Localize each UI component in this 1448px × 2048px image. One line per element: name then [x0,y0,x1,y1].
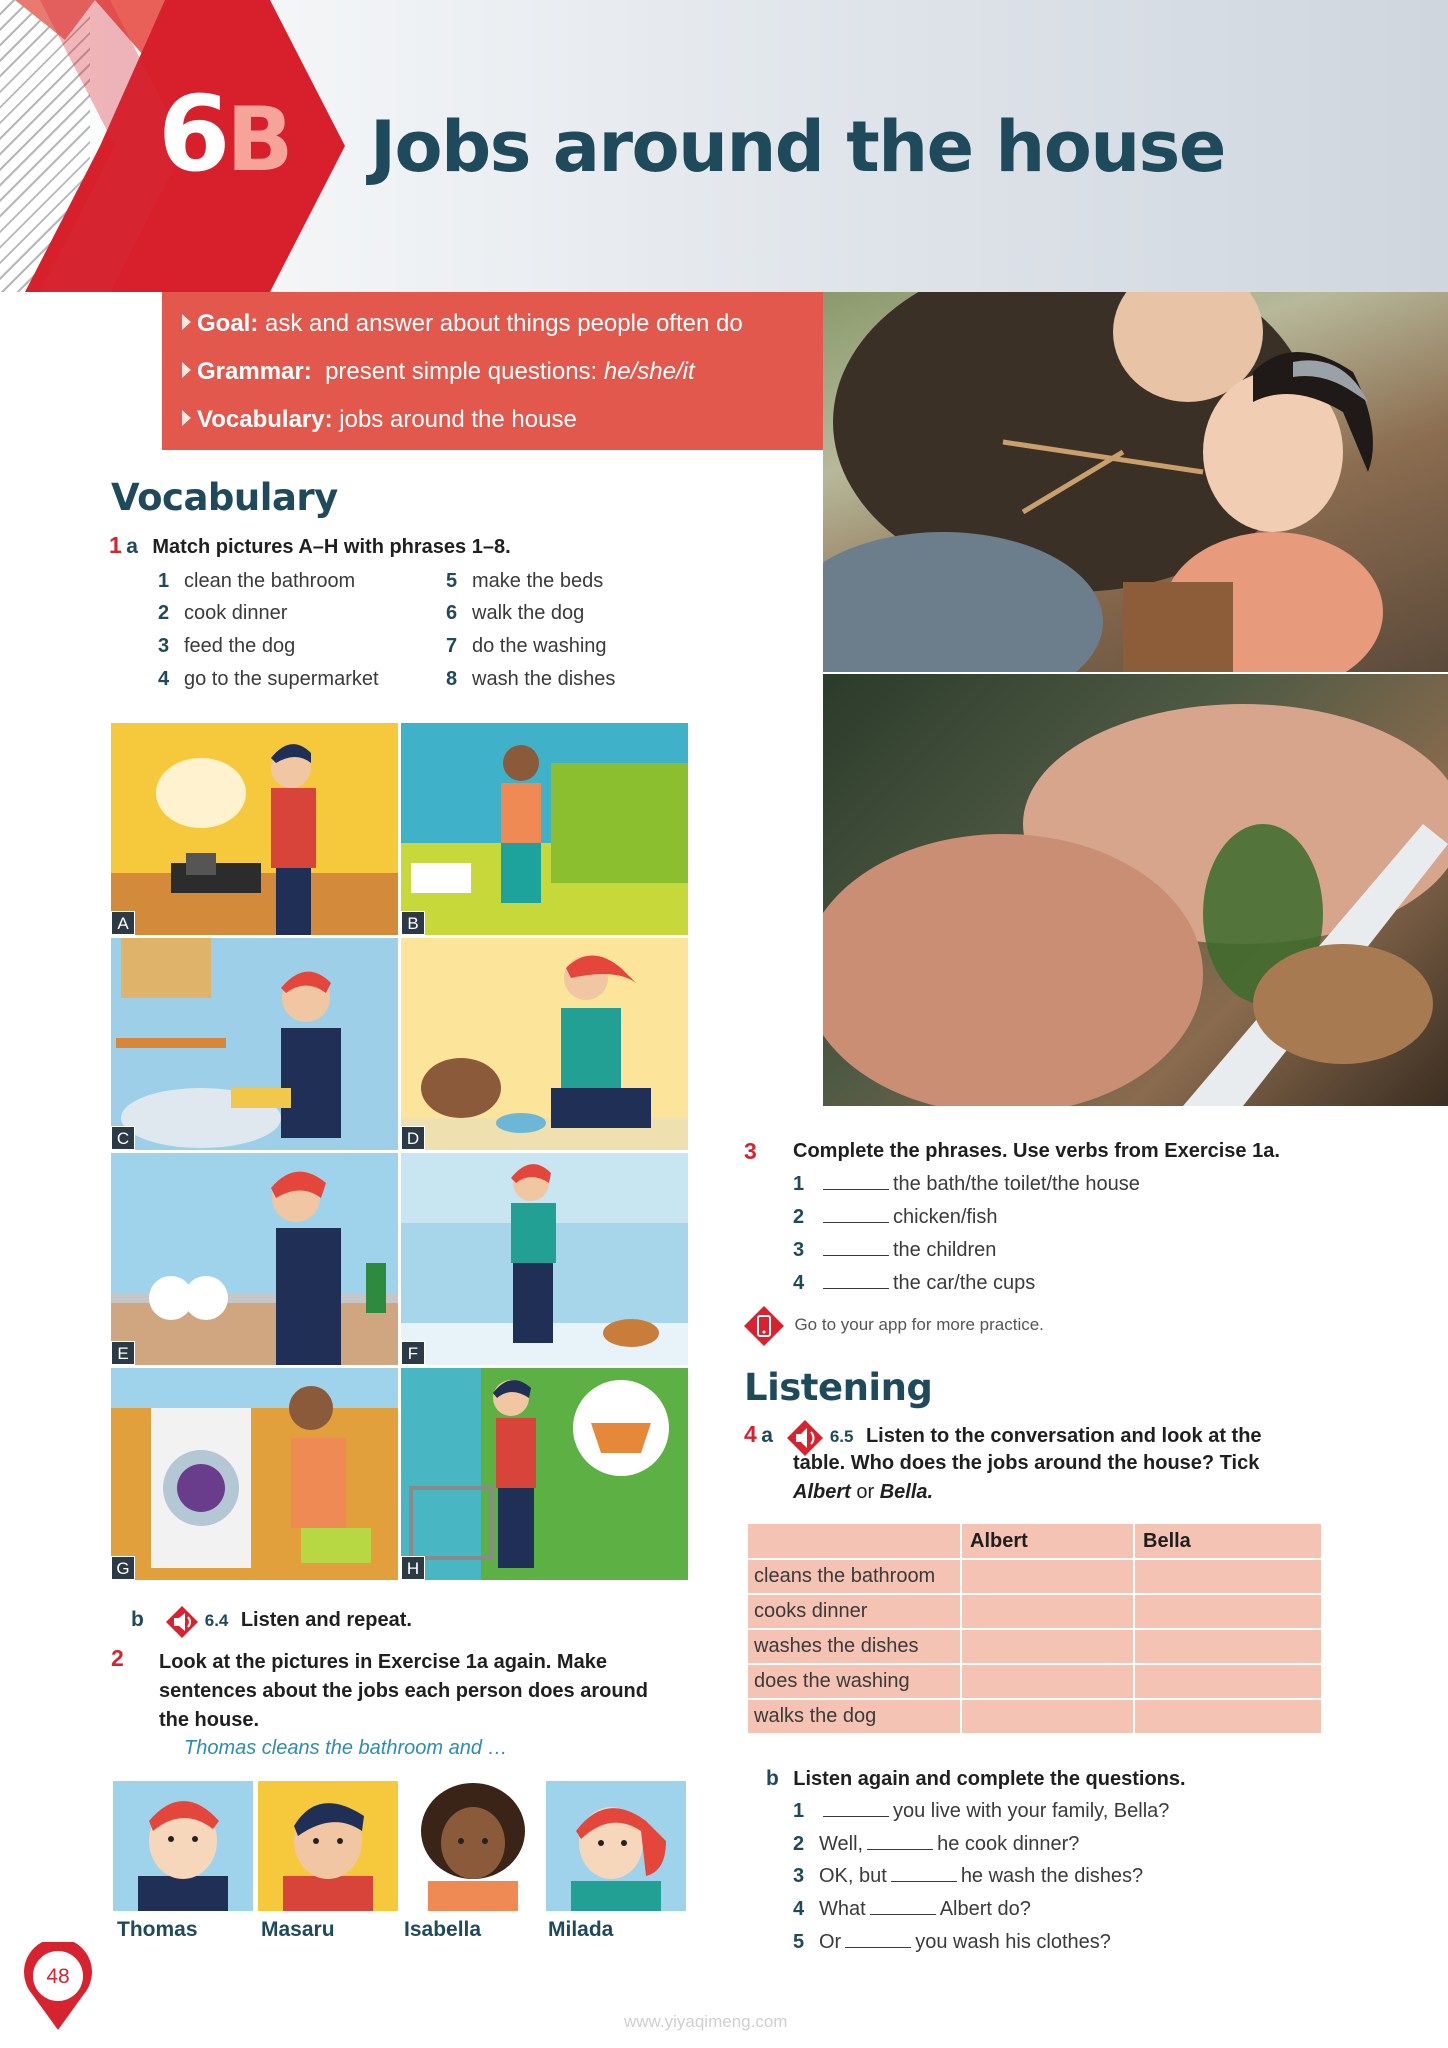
question-item: 1 you live with your family, Bella? [793,1800,1170,1822]
page-title: Jobs around the house [370,106,1225,188]
answer-blank[interactable] [845,1931,911,1948]
exercise-number: 3 [744,1138,757,1164]
picture-f-walking-dog [401,1153,688,1365]
table-header-cell: Albert [961,1523,1134,1559]
exercise-1a-instruction: Match pictures A–H with phrases 1–8. [152,536,511,558]
tick-cell-albert[interactable] [961,1629,1134,1664]
exercise-sub-letter: b [766,1767,779,1790]
question-item: 4 What Albert do? [793,1898,1031,1920]
phrase-item: 7 do the washing [446,635,607,657]
tick-cell-bella[interactable] [1134,1594,1322,1629]
photo-chopping-herbs [823,674,1448,1106]
phrase-item: 4 go to the supermarket [158,668,379,690]
goals-box [162,292,824,450]
page-number: 48 [46,1965,70,1988]
grammar-row: Grammar: present simple questions: he/she/it [182,358,695,386]
picture-a-cooking [111,723,398,935]
exercise-1b [131,1604,412,1640]
picture-label: E [111,1341,135,1365]
picture-label: B [401,911,425,935]
audio-speaker-icon[interactable] [164,1604,200,1640]
table-cell-job: does the washing [747,1664,961,1699]
table-cell-job: walks the dog [747,1699,961,1734]
chevron-right-icon [182,362,191,378]
goal-row: Goal: ask and answer about things people often do [182,310,743,338]
audio-track-number: 6.4 [204,1611,229,1631]
exercise-number: 1 [109,532,122,558]
exercise-sub-letter: a [126,535,138,558]
picture-c-cleaning-bathroom [111,938,398,1150]
answer-blank[interactable] [823,1239,889,1256]
question-item: 5 Or you wash his clothes? [793,1931,1111,1953]
person-name: Thomas [117,1918,198,1941]
person-name: Isabella [404,1918,482,1941]
tick-cell-bella[interactable] [1134,1559,1322,1594]
table-header-cell [747,1523,961,1559]
jobs-table [746,1522,1323,1735]
person-name: Masaru [261,1918,335,1941]
phrase-item: 1 clean the bathroom [158,570,356,592]
avatar-milada [546,1781,686,1911]
exercise-number: 4 [744,1421,757,1448]
app-practice-note[interactable] [742,1304,1044,1348]
avatar-thomas [113,1781,253,1911]
tick-cell-albert[interactable] [961,1559,1134,1594]
tick-cell-albert[interactable] [961,1594,1134,1629]
phrase-item: 2 cook dinner [158,602,288,624]
table-cell-job: washes the dishes [747,1629,961,1664]
exercise-2-example: Thomas cleans the bathroom and … [184,1737,508,1759]
table-header-cell: Bella [1134,1523,1322,1559]
picture-label: C [111,1126,135,1150]
table-row [747,1664,1322,1699]
exercise-4a-line-1: Listen to the conversation and look at the [865,1425,1262,1448]
exercise-3-instruction: Complete the phrases. Use verbs from Exercise 1a. [793,1140,1280,1162]
picture-h-supermarket [401,1368,688,1580]
question-item: 2 Well, he cook dinner? [793,1833,1080,1855]
table-row [747,1594,1322,1629]
exercise-sub-letter: b [131,1608,144,1632]
phrase-item: 8 wash the dishes [446,668,616,690]
avatar-masaru [258,1781,398,1911]
exercise-4a-line-2: table. Who does the jobs around the house? Tick [793,1452,1260,1474]
exercise-number: 2 [111,1645,124,1671]
photo-family-eating [823,292,1448,672]
exercise-3-item: 1 the bath/the toilet/the house [793,1173,1140,1195]
exercise-3-item: 4 the car/the cups [793,1272,1036,1294]
vocabulary-heading: Vocabulary [111,476,338,519]
phrase-item: 6 walk the dog [446,602,585,624]
tick-cell-albert[interactable] [961,1664,1134,1699]
picture-label: G [111,1556,135,1580]
picture-label: H [401,1556,425,1580]
picture-g-doing-washing [111,1368,398,1580]
tick-cell-bella[interactable] [1134,1699,1322,1734]
exercise-3-item: 2 chicken/fish [793,1206,998,1228]
exercise-2-instruction: Look at the pictures in Exercise 1a again. Make sentences about the jobs each person does around the house. [159,1651,648,1731]
answer-blank[interactable] [823,1173,889,1190]
picture-label: D [401,1126,425,1150]
exercise-3-item: 3 the children [793,1239,997,1261]
question-item: 3 OK, but he wash the dishes? [793,1865,1144,1887]
pictures-grid [111,723,689,1579]
exercise-4b-instruction: Listen again and complete the questions. [793,1768,1186,1790]
table-row [747,1559,1322,1594]
exercise-1a-header [109,532,511,559]
watermark: www.yiyaqimeng.com [624,2012,788,2031]
table-header-row [747,1523,1322,1559]
phrase-item: 5 make the beds [446,570,604,592]
tick-cell-bella[interactable] [1134,1664,1322,1699]
listening-heading: Listening [744,1366,933,1409]
answer-blank[interactable] [870,1898,936,1915]
picture-e-washing-dishes [111,1153,398,1365]
tick-cell-bella[interactable] [1134,1629,1322,1664]
person-name: Milada [548,1918,614,1941]
table-row [747,1699,1322,1734]
answer-blank[interactable] [823,1272,889,1289]
picture-label: F [401,1341,425,1365]
table-cell-job: cleans the bathroom [747,1559,961,1594]
phone-app-icon [742,1304,786,1348]
audio-track-number: 6.5 [829,1427,854,1447]
table-row [747,1629,1322,1664]
picture-b-making-bed [401,723,688,935]
exercise-4a-line-3: Albert or Bella. [793,1481,934,1503]
tick-cell-albert[interactable] [961,1699,1134,1734]
avatar-isabella [403,1781,543,1911]
answer-blank[interactable] [891,1865,957,1882]
vocabulary-row: Vocabulary: jobs around the house [182,406,577,434]
answer-blank[interactable] [867,1833,933,1850]
phrase-item: 3 feed the dog [158,635,296,657]
answer-blank[interactable] [823,1206,889,1223]
exercise-1b-instruction: Listen and repeat. [240,1609,412,1632]
picture-d-feeding-dog [401,938,688,1150]
picture-label: A [111,911,135,935]
exercise-sub-letter: a [761,1424,773,1448]
app-practice-text: Go to your app for more practice. [794,1315,1044,1335]
unit-number: 6B [158,73,290,195]
chevron-right-icon [182,410,191,426]
chevron-right-icon [182,314,191,330]
table-cell-job: cooks dinner [747,1594,961,1629]
answer-blank[interactable] [823,1800,889,1817]
exercise-4b-header [766,1767,1186,1791]
